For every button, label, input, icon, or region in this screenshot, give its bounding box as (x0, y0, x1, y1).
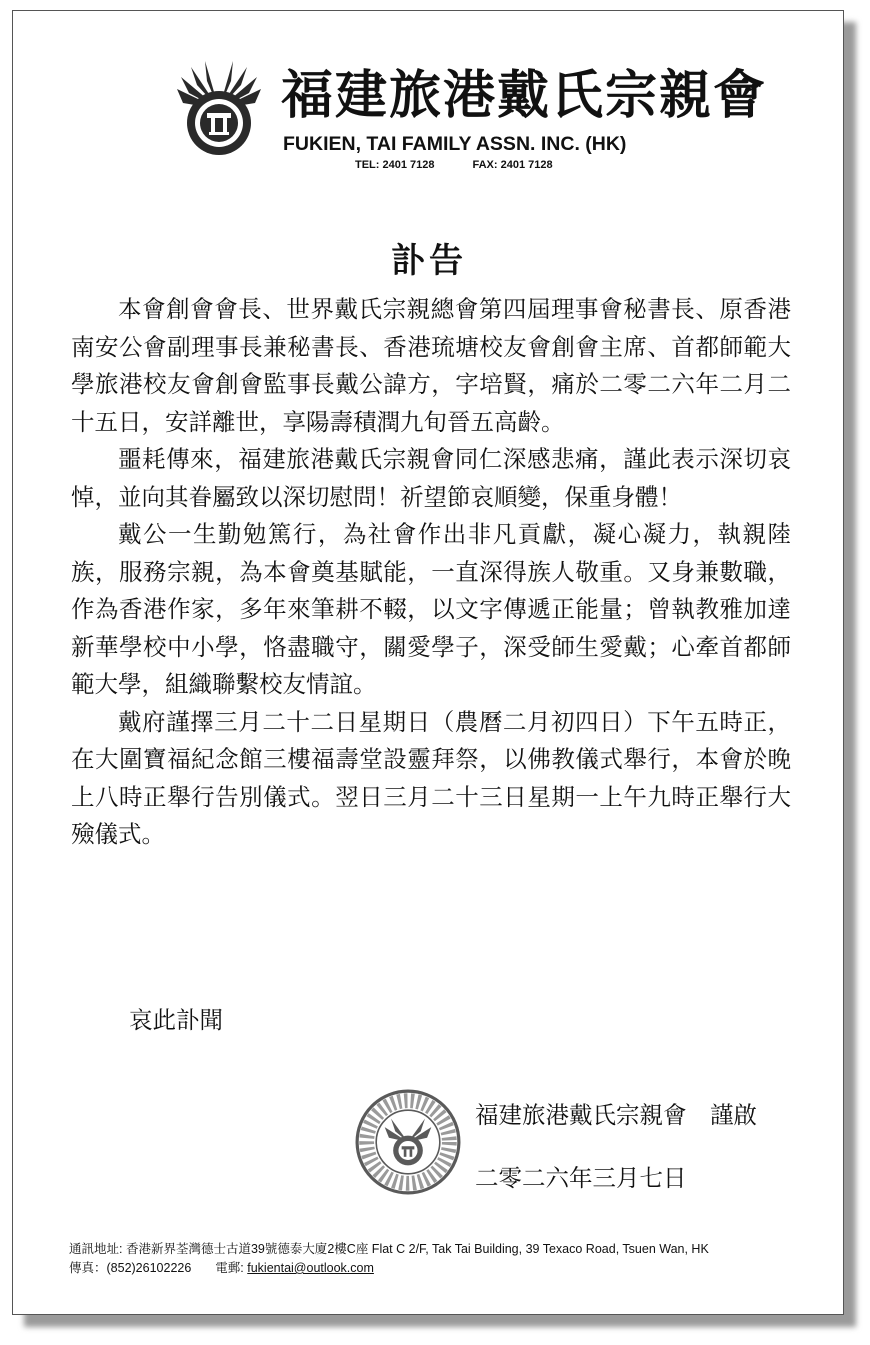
contact-line (355, 159, 591, 171)
org-name-chinese: 福建旅港戴氏宗親會 (281, 65, 768, 126)
document-title: 訃告 (391, 241, 467, 281)
document-page (12, 10, 844, 1315)
paragraph: 噩耗傳來，福建旅港戴氏宗親會同仁深感悲痛，謹此表示深切哀悼，並向其眷屬致以深切慰問！祈望節哀順變，保重身體！ (71, 445, 791, 511)
footer-email-label: 電郵: (215, 1261, 248, 1275)
paragraph: 戴公一生勤勉篤行，為社會作出非凡貢獻，凝心凝力，執親陸族，服務宗親，為本會奠基賦能，一直深得族人敬重。又身兼數職，作為香港作家，多年來筆耕不輟，以文字傳遞正能量；曾執教雅加達新華學校中小學，恪盡職守，關愛學子，深受師生愛戴；心牽首都師範大學，組織聯繫校友情誼。 (71, 520, 791, 698)
footer-fax: 傳真：(852)26102226 (69, 1261, 192, 1275)
paragraph: 戴府謹擇三月二十二日星期日（農曆二月初四日）下午五時正，在大圍寶福紀念館三樓福壽堂設靈拜祭，以佛教儀式舉行，本會於晚上八時正舉行告別儀式。翌日三月二十三日星期一上午九時正舉行大殮儀式。 (71, 707, 791, 848)
org-name-english: FUKIEN, TAI FAMILY ASSN. INC. (HK) (283, 133, 627, 155)
signature-date: 二零二六年三月七日 (475, 1164, 687, 1192)
association-logo (169, 59, 269, 159)
fax-number: FAX: 2401 7128 (472, 159, 553, 171)
footer-email-link[interactable]: fukientai@outlook.com (247, 1261, 374, 1275)
footer-address: 通訊地址: 香港新界荃灣德士古道39號德泰大廈2樓C座 Flat C 2/F, Tak Tai Building, 39 Texaco Road, Tsuen Wan, HK (69, 1242, 709, 1256)
tel-number: TEL: 2401 7128 (355, 159, 435, 171)
footer-contact (69, 1258, 374, 1276)
paragraph: 本會創會會長、世界戴氏宗親總會第四屆理事會秘書長、原香港南安公會副理事長兼秘書長、香港琉塘校友會創會主席、首都師範大學旅港校友會創會監事長戴公諱方，字培賢，痛於二零二六年二月二十五日，安詳離世，享陽壽積潤九旬晉五高齡。 (71, 295, 791, 436)
signature-organization: 福建旅港戴氏宗親會 謹啟 (475, 1101, 757, 1129)
association-seal-icon (355, 1089, 461, 1195)
obituary-body (71, 291, 791, 854)
closing-line: 哀此訃聞 (129, 1006, 223, 1034)
